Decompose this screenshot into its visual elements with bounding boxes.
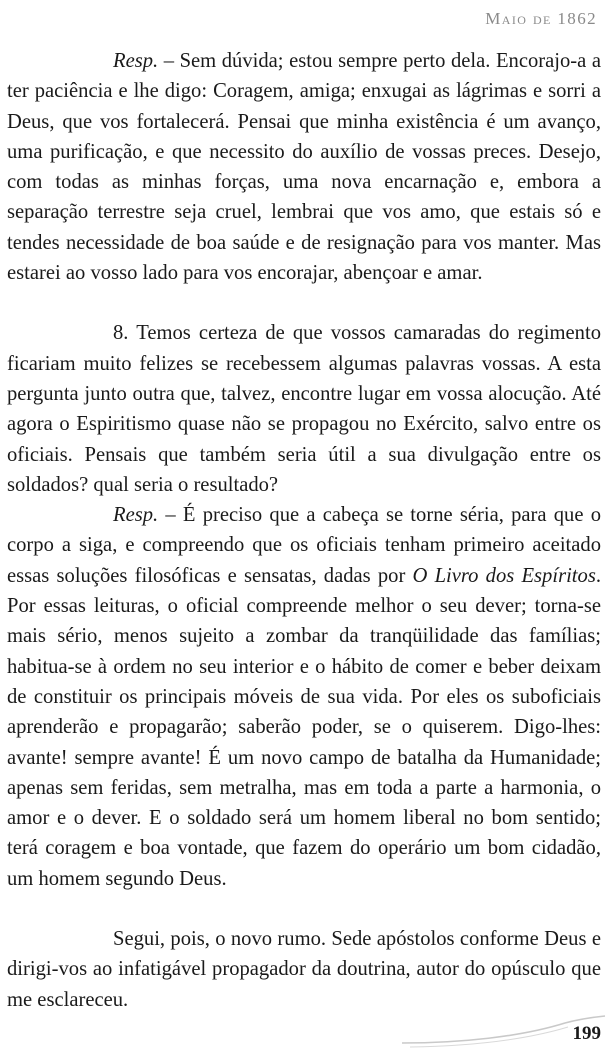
page-number: 199 (572, 1023, 601, 1044)
paragraph-question-8 (7, 318, 601, 500)
paragraph-response-1 (7, 46, 601, 288)
paragraph-text: . Por essas leituras, o oficial compreende melhor o seu dever; torna-se mais sério, menos sujeito a zombar da tranqüilidade das famílias; habitua-se à ordem no seu interior e o hábito de comer e beber deixam de constituir os principais móveis de sua vida. Por eles os suboficiais aprenderão e propagarão; saberão poder, se o quiserem. Digo-lhes: avante! sempre avante! É um novo campo de batalha da Humanidade; apenas sem feridas, sem metralha, mas em toda a parte a harmonia, o amor e o dever. E o soldado será um homem liberal no bom sentido; terá coragem e boa vontade, que fazem do operário um bom cidadão, um homem segundo Deus. (7, 564, 602, 890)
page-body (7, 46, 601, 1015)
resp-label: Resp. (113, 504, 159, 527)
running-header: Maio de 1862 (485, 9, 597, 28)
paragraph-closing (7, 924, 601, 1015)
paragraph-text: – Sem dúvida; estou sempre perto dela. Encorajo-a a ter paciência e lhe digo: Coragem, amiga; enxugai as lágrimas e sorri a Deus, que vos fortalecerá. Pensai que minha existência é um avanço, uma purificação, e que necessito do auxílio de vossas preces. Desejo, com todas as minhas forças, uma nova encarnação e, embora a separação terrestre seja cruel, lembrai que vos amo, que estais só e tendes necessidade de boa saúde e de resignação para vos manter. Mas estarei ao vosso lado para vos encorajar, abençoar e amar. (7, 50, 601, 285)
paragraph-text: Segui, pois, o novo rumo. Sede apóstolos conforme Deus e dirigi-vos ao infatigável propagador da doutrina, autor do opúsculo que me esclareceu. (7, 928, 601, 1011)
paragraph-gap (7, 894, 601, 924)
paragraph-text: 8. Temos certeza de que vossos camaradas do regimento ficariam muito felizes se recebessem algumas palavras vossas. A esta pergunta junto outra que, talvez, encontre lugar em vossa alocução. Até agora o Espiritismo quase não se propagou no Exército, salvo entre os oficiais. Pensais que também seria útil a sua divulgação entre os soldados? qual seria o resultado? (7, 322, 601, 496)
resp-label: Resp. (113, 50, 159, 72)
paragraph-response-2 (7, 500, 601, 894)
paragraph-gap (7, 288, 601, 318)
book-title: O Livro dos Espíritos (412, 564, 596, 587)
paragraph-text: – É preciso que a cabeça se torne séria, para que o corpo a siga, e compreendo que os oficiais tenham primeiro aceitado essas soluções filosóficas e sensatas, dadas por (7, 504, 601, 587)
